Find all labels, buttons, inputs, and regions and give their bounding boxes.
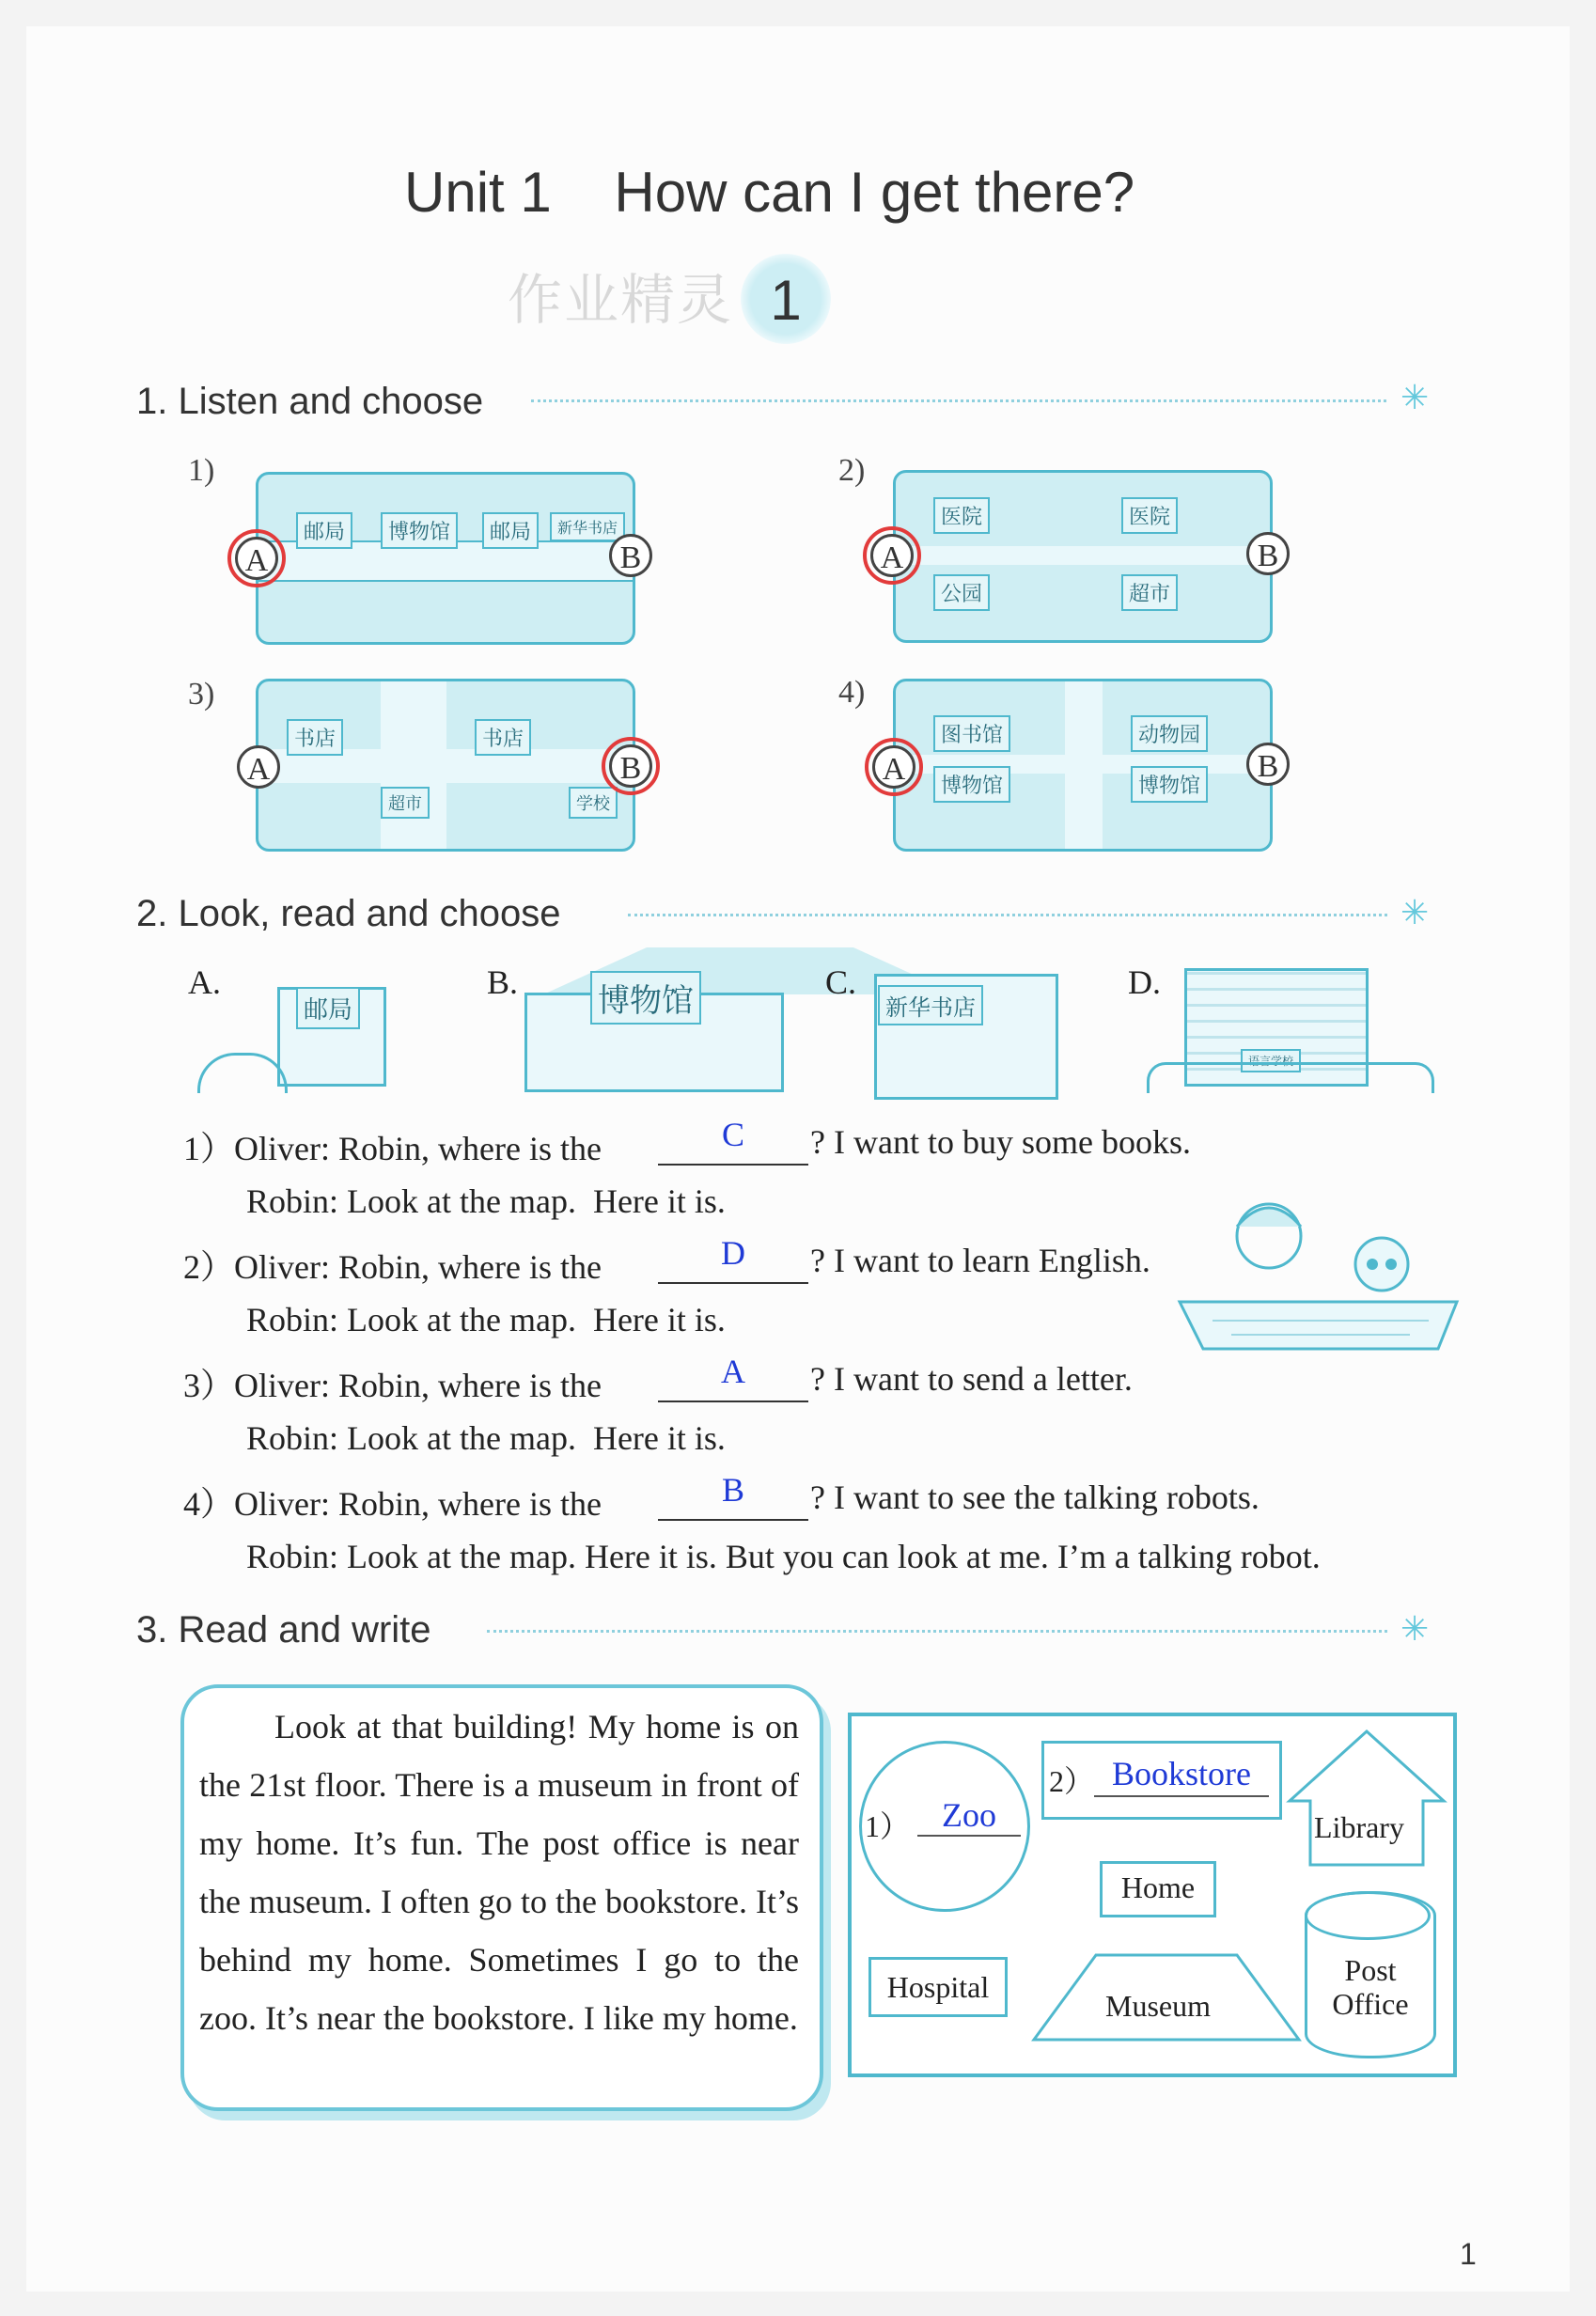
language-school-picture — [1147, 959, 1429, 1100]
question-reason: ? I want to see the talking robots. — [810, 1479, 1260, 1516]
building-label: 学校 — [569, 787, 618, 819]
library-label: Library — [1314, 1810, 1404, 1844]
sparkle-icon: ✳ — [1400, 378, 1430, 416]
museum-picture — [515, 947, 788, 1098]
building-label: 邮局 — [296, 512, 352, 549]
section-2-divider — [628, 914, 1387, 916]
option-a[interactable]: A — [872, 745, 915, 789]
page-number: 1 — [1460, 2237, 1477, 2271]
reply-text: Robin: Look at the map. Here it is. — [246, 1182, 726, 1220]
street-map-4 — [893, 679, 1273, 852]
bookstore-picture — [874, 966, 1062, 1098]
building-label: 公园 — [933, 574, 990, 611]
street — [1065, 681, 1103, 849]
question-text: Oliver: Robin, where is the — [234, 1248, 602, 1286]
answer-blank[interactable] — [658, 1234, 808, 1284]
listen-item-number: 1) — [188, 453, 215, 488]
question-text: Oliver: Robin, where is the — [234, 1130, 602, 1167]
answer-text: B — [721, 1471, 744, 1509]
answer-blank[interactable] — [658, 1353, 808, 1402]
street — [896, 546, 1270, 565]
building-label: 新华书店 — [550, 512, 625, 541]
listen-item-number: 2) — [838, 453, 866, 488]
street-map-1 — [256, 472, 635, 645]
boy-and-robot-illustration — [1175, 1189, 1466, 1368]
option-b[interactable]: B — [609, 744, 652, 788]
building-label: 动物园 — [1131, 715, 1208, 752]
street-map-2 — [893, 470, 1273, 643]
building-letter: B. — [487, 963, 519, 1001]
neighborhood-map — [848, 1713, 1457, 2077]
page-title: Unit 1 How can I get there? — [404, 161, 1135, 224]
street — [381, 681, 446, 849]
lesson-number-badge: 1 — [741, 254, 831, 344]
question-1 — [183, 1122, 602, 1170]
zoo-blank[interactable] — [917, 1795, 1021, 1837]
section-2-heading: 2. Look, read and choose — [136, 893, 561, 934]
hospital-label: Hospital — [886, 1970, 990, 2004]
answer-text: D — [721, 1234, 745, 1272]
building-label: 书店 — [475, 719, 531, 756]
home-box — [1100, 1861, 1216, 1917]
building-sign: 邮局 — [296, 987, 360, 1029]
hospital-box — [868, 1957, 1008, 2017]
building-label: 博物馆 — [381, 512, 458, 549]
option-a[interactable]: A — [237, 745, 280, 789]
question-text: Oliver: Robin, where is the — [234, 1367, 602, 1404]
question-number: 3） — [183, 1367, 235, 1404]
building-label: 书店 — [287, 719, 343, 756]
question-reason: ? I want to learn English. — [810, 1242, 1150, 1279]
museum-label: Museum — [1105, 1989, 1211, 2023]
office-label: Office — [1332, 1987, 1409, 2021]
question-number: 4） — [183, 1485, 235, 1523]
home-label: Home — [1120, 1870, 1196, 1904]
blank-number: 1） — [865, 1809, 911, 1843]
question-2 — [183, 1241, 602, 1289]
blank-number: 2） — [1049, 1764, 1095, 1798]
answer-text: C — [721, 1116, 744, 1153]
building-label: 图书馆 — [933, 715, 1010, 752]
answer-blank[interactable] — [658, 1116, 808, 1166]
bookstore-answer: Bookstore — [1112, 1755, 1251, 1792]
sparkle-icon: ✳ — [1400, 893, 1430, 931]
passage-bubble — [180, 1684, 823, 2111]
building-label: 医院 — [1121, 497, 1178, 534]
bookstore-blank[interactable] — [1094, 1754, 1269, 1797]
building-label: 医院 — [933, 497, 990, 534]
question-reason: ? I want to buy some books. — [810, 1123, 1191, 1161]
building-label: 超市 — [381, 787, 430, 819]
section-1-divider — [531, 399, 1386, 402]
section-1-heading: 1. Listen and choose — [136, 381, 484, 422]
building-letter: C. — [825, 963, 857, 1001]
option-b[interactable]: B — [1246, 532, 1290, 575]
post-office-cylinder — [1305, 1891, 1436, 2058]
building-label: 博物馆 — [1131, 766, 1208, 803]
section-3-heading: 3. Read and write — [136, 1609, 431, 1651]
question-number: 2） — [183, 1248, 235, 1286]
option-a[interactable]: A — [870, 534, 914, 577]
question-3 — [183, 1359, 602, 1407]
question-reason: ? I want to send a letter. — [810, 1360, 1133, 1398]
building-sign: 语言学校 — [1241, 1049, 1301, 1072]
option-b[interactable]: B — [609, 534, 652, 577]
reply-text: Robin: Look at the map. Here it is. — [246, 1419, 726, 1457]
building-label: 超市 — [1121, 574, 1178, 611]
post-office-picture — [197, 978, 432, 1090]
answer-blank[interactable] — [658, 1471, 808, 1521]
section-3-divider — [487, 1630, 1387, 1633]
reply-text: Robin: Look at the map. Here it is. But you can look at me. I’m a talking robot. — [246, 1538, 1321, 1575]
building-sign: 新华书店 — [878, 985, 983, 1025]
answer-text: A — [721, 1353, 745, 1390]
building-letter: D. — [1128, 963, 1161, 1001]
library-arrow-shape — [1282, 1728, 1451, 1869]
listen-item-number: 4) — [838, 675, 866, 710]
option-b[interactable]: B — [1246, 743, 1290, 786]
zoo-answer: Zoo — [942, 1796, 996, 1834]
post-label: Post — [1344, 1953, 1397, 1987]
reading-passage: Look at that building! My home is on the 21st floor. There is a museum in front of my home. It’s fun. The post office is near the museum. I often go to the bookstore. It’s behind my home. Sometimes I go to the zoo. It’s near the bookstore. I like my home. — [199, 1708, 799, 2037]
question-4 — [183, 1478, 602, 1526]
building-letter: A. — [188, 963, 221, 1001]
option-a[interactable]: A — [235, 537, 278, 580]
question-text: Oliver: Robin, where is the — [234, 1485, 602, 1523]
listen-item-number: 3) — [188, 677, 215, 712]
reply-text: Robin: Look at the map. Here it is. — [246, 1301, 726, 1338]
building-label: 邮局 — [482, 512, 539, 549]
building-sign: 博物馆 — [590, 971, 701, 1025]
sparkle-icon: ✳ — [1400, 1609, 1430, 1648]
street-map-3 — [256, 679, 635, 852]
building-label: 博物馆 — [933, 766, 1010, 803]
watermark: 作业精灵 — [508, 268, 734, 332]
question-number: 1） — [183, 1130, 235, 1167]
